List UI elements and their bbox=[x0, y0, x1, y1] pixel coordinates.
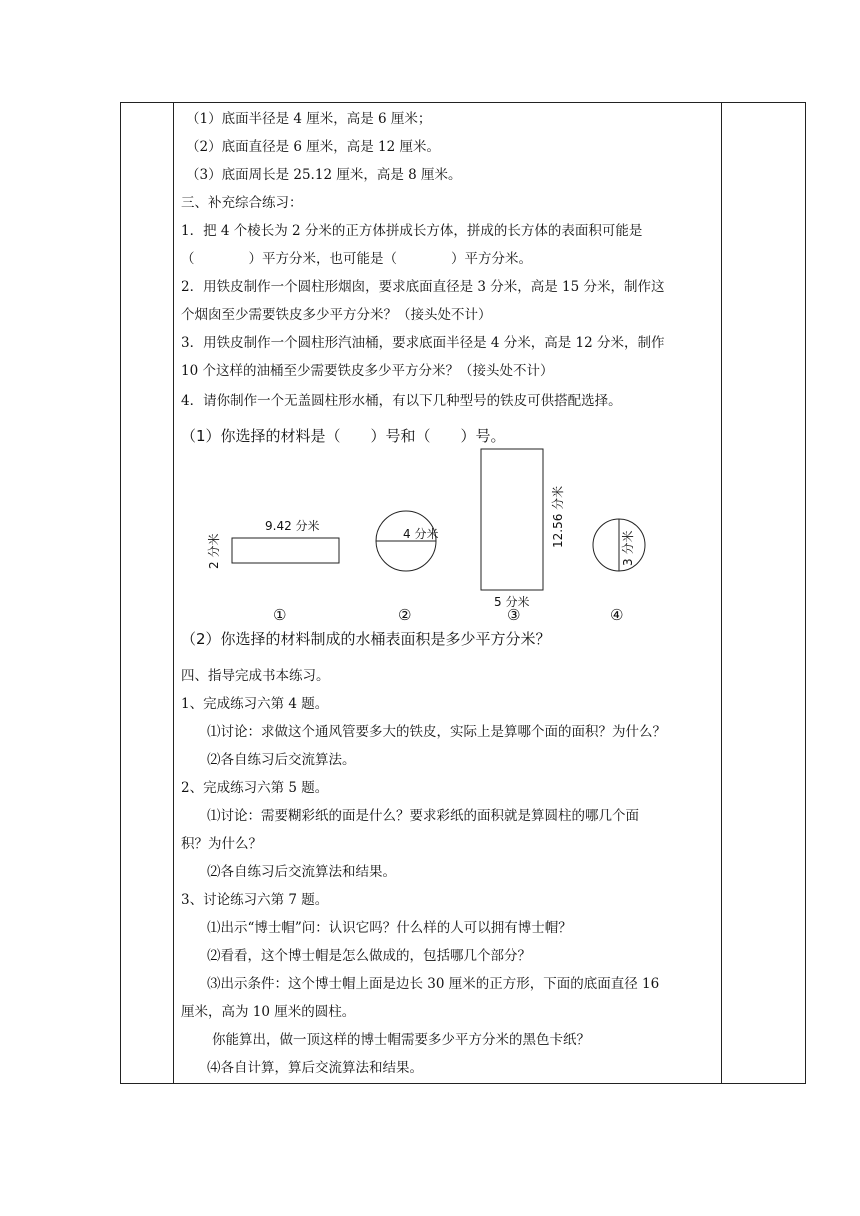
text-line: （1）底面半径是 4 厘米，高是 6 厘米； bbox=[186, 111, 432, 127]
material-number-4: ④ bbox=[610, 606, 624, 624]
text-line: ⑵各自练习后交流算法和结果。 bbox=[207, 864, 396, 880]
material-4-diameter-label: 3 分米 bbox=[621, 530, 635, 566]
text-line: 1、完成练习六第 4 题。 bbox=[181, 696, 329, 712]
material-1-width-label: 9.42 分米 bbox=[265, 519, 320, 533]
text-line: ⑴讨论：需要糊彩纸的面是什么？要求彩纸的面积就是算圆柱的哪几个面 bbox=[207, 808, 639, 824]
text-line: （3）底面周长是 25.12 厘米，高是 8 厘米。 bbox=[186, 167, 462, 183]
text-line: 个烟囱至少需要铁皮多少平方分米？（接头处不计） bbox=[181, 307, 492, 323]
text-line: （2）底面直径是 6 厘米，高是 12 厘米。 bbox=[186, 139, 441, 155]
text-line: 你能算出，做一顶这样的博士帽需要多少平方分米的黑色卡纸？ bbox=[212, 1032, 590, 1048]
figure-question-1: （1）你选择的材料是（ ）号和（ ）号。 bbox=[181, 427, 506, 445]
text-line: ⑵各自练习后交流算法。 bbox=[207, 752, 356, 768]
text-line: ⑶出示条件：这个博士帽上面是边长 30 厘米的正方形，下面的底面直径 16 bbox=[207, 976, 660, 992]
text-line: 3．用铁皮制作一个圆柱形汽油桶，要求底面半径是 4 分米，高是 12 分米，制作 bbox=[181, 335, 665, 351]
text-line: ⑷各自计算，算后交流算法和结果。 bbox=[207, 1060, 423, 1076]
text-line: ⑵看看，这个博士帽是怎么做成的，包括哪几个部分？ bbox=[207, 948, 531, 964]
section-heading: 三、补充综合练习： bbox=[181, 195, 303, 211]
section-heading: 四、指导完成书本练习。 bbox=[181, 668, 330, 684]
material-3-height-label: 12.56 分米 bbox=[551, 485, 565, 548]
material-3-width-label: 5 分米 bbox=[494, 595, 530, 609]
material-number-1: ① bbox=[273, 606, 287, 624]
figure-question-2: （2）你选择的材料制成的水桶表面积是多少平方分米？ bbox=[181, 630, 551, 648]
text-line: 厘米，高为 10 厘米的圆柱。 bbox=[181, 1004, 356, 1020]
text-line: （ ）平方分米，也可能是（ ）平方分米。 bbox=[181, 251, 532, 267]
text-line: 积？为什么？ bbox=[181, 836, 262, 852]
material-1-height-label: 2 分米 bbox=[207, 533, 221, 569]
material-number-2: ② bbox=[398, 606, 412, 624]
material-number-3: ③ bbox=[507, 606, 521, 624]
text-line: 1．把 4 个棱长为 2 分米的正方体拼成长方体，拼成的长方体的表面积可能是 bbox=[181, 223, 643, 239]
text-line: 2、完成练习六第 5 题。 bbox=[181, 780, 329, 796]
text-line: ⑴讨论：求做这个通风管要多大的铁皮，实际上是算哪个面的面积？为什么？ bbox=[207, 724, 666, 740]
text-line: 4．请你制作一个无盖圆柱形水桶，有以下几种型号的铁皮可供搭配选择。 bbox=[181, 393, 622, 409]
text-line: 2．用铁皮制作一个圆柱形烟囱，要求底面直径是 3 分米，高是 15 分米，制作这 bbox=[181, 279, 665, 295]
text-line: ⑴出示“博士帽”问：认识它吗？什么样的人可以拥有博士帽？ bbox=[207, 920, 572, 936]
material-1-rectangle bbox=[232, 538, 339, 563]
text-line: 10 个这样的油桶至少需要铁皮多少平方分米？（接头处不计） bbox=[181, 363, 554, 379]
text-line: 3、讨论练习六第 7 题。 bbox=[181, 892, 329, 908]
material-2-radius-label: 4 分米 bbox=[403, 527, 439, 541]
material-3-rectangle bbox=[481, 449, 543, 590]
